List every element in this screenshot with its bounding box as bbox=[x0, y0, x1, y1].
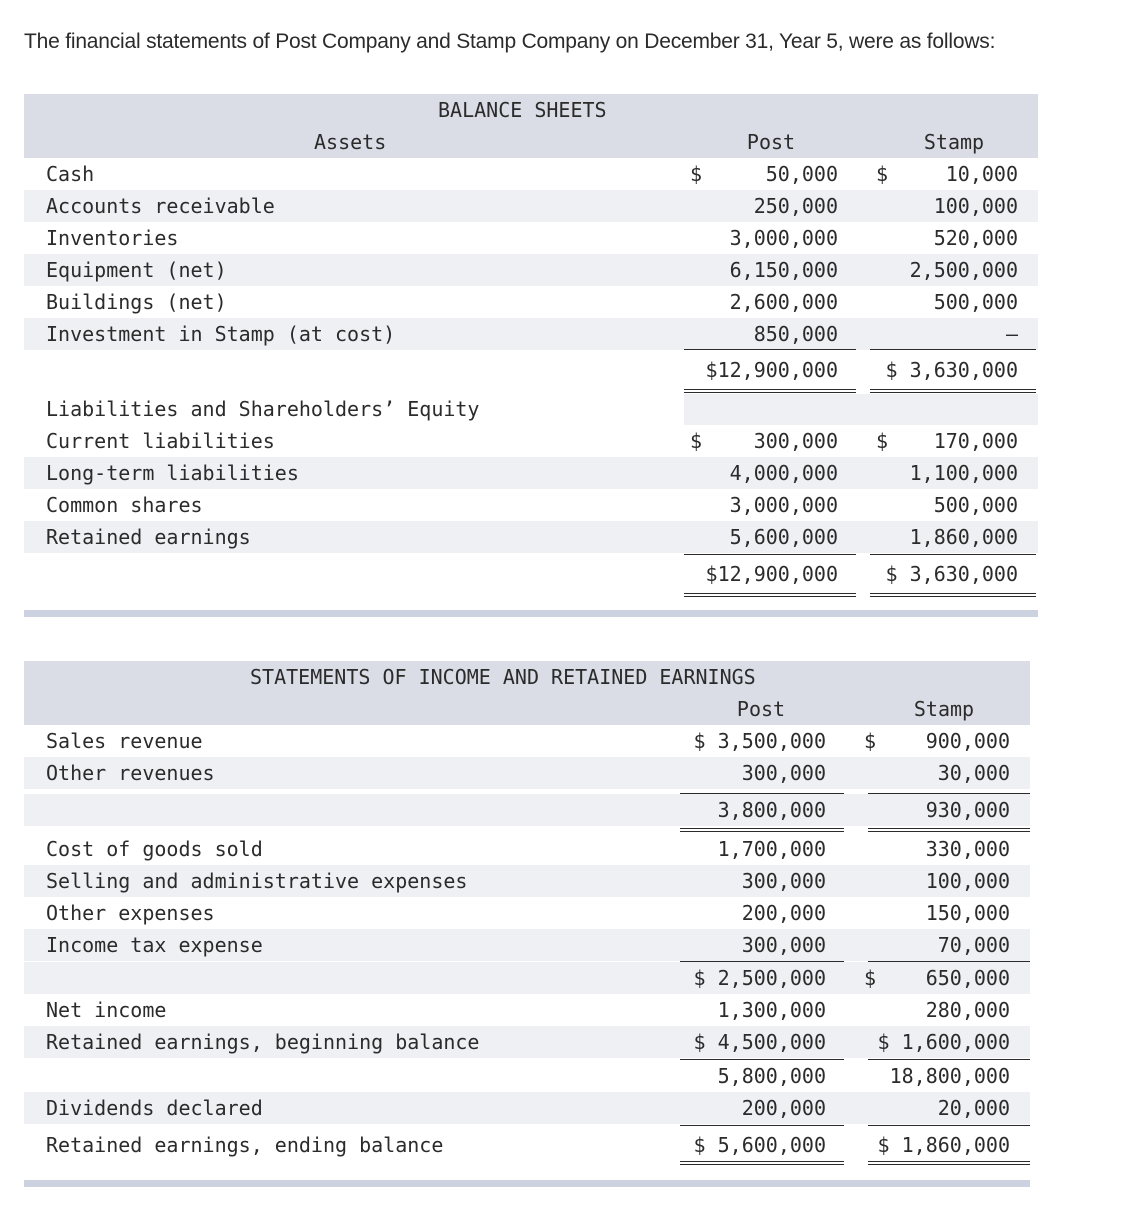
liab-total-line2-post bbox=[684, 596, 856, 597]
income-col-post-header: Post bbox=[736, 697, 786, 721]
assets-total-line1-post bbox=[684, 389, 856, 390]
income-post-value: 3,800,000 bbox=[717, 798, 826, 822]
asset-stamp-value: 100,000 bbox=[933, 194, 1018, 218]
income-row bbox=[24, 865, 1030, 897]
asset-row bbox=[24, 286, 1038, 318]
income-stamp-value: 150,000 bbox=[925, 901, 1010, 925]
liability-label: Current liabilities bbox=[46, 429, 275, 453]
income-row bbox=[24, 794, 1030, 826]
income-post-value: 200,000 bbox=[741, 901, 826, 925]
income-row bbox=[24, 757, 1030, 789]
income-line-b2-post bbox=[680, 831, 844, 832]
income-stamp-dollar: $ bbox=[864, 966, 877, 990]
income-stamp-value: 650,000 bbox=[925, 966, 1010, 990]
income-row bbox=[24, 725, 1030, 757]
liability-post-dollar: $ bbox=[690, 429, 703, 453]
assets-subtotal-line-stamp bbox=[870, 349, 1036, 350]
liability-stamp-value: 1,860,000 bbox=[909, 525, 1018, 549]
col-stamp-header: Stamp bbox=[923, 130, 985, 154]
asset-label: Inventories bbox=[46, 226, 179, 250]
income-label: Net income bbox=[46, 998, 167, 1022]
income-stamp-value: 900,000 bbox=[925, 729, 1010, 753]
income-post-value: 1,700,000 bbox=[717, 837, 826, 861]
income-row bbox=[24, 1060, 1030, 1092]
income-line-a-post bbox=[680, 793, 844, 794]
income-stamp-value: 70,000 bbox=[937, 933, 1010, 957]
income-title: STATEMENTS OF INCOME AND RETAINED EARNINGS bbox=[250, 665, 756, 689]
assets-heading: Assets bbox=[314, 130, 387, 154]
income-stamp-value: 280,000 bbox=[925, 998, 1010, 1022]
income-post-value: $ 2,500,000 bbox=[693, 966, 826, 990]
liability-label: Long-term liabilities bbox=[46, 461, 299, 485]
asset-stamp-value: 520,000 bbox=[933, 226, 1018, 250]
asset-row bbox=[24, 318, 1038, 350]
liabilities-heading-row bbox=[24, 393, 1038, 425]
income-stamp-dollar: $ bbox=[864, 729, 877, 753]
income-line-f2-stamp bbox=[868, 1164, 1030, 1165]
income-row bbox=[24, 1026, 1030, 1058]
income-stamp-value: 18,800,000 bbox=[889, 1064, 1010, 1088]
income-line-f1-stamp bbox=[868, 1161, 1030, 1162]
asset-post-value: 850,000 bbox=[753, 322, 838, 346]
liability-stamp-value: 1,100,000 bbox=[909, 461, 1018, 485]
income-post-value: 300,000 bbox=[741, 869, 826, 893]
income-label: Income tax expense bbox=[46, 933, 263, 957]
income-label: Sales revenue bbox=[46, 729, 203, 753]
income-line-f2-post bbox=[680, 1164, 844, 1165]
income-stamp-value: $ 1,860,000 bbox=[877, 1133, 1010, 1157]
liab-total-stamp: $ 3,630,000 bbox=[885, 562, 1018, 586]
income-row bbox=[24, 833, 1030, 865]
asset-post-value: 3,000,000 bbox=[729, 226, 838, 250]
asset-stamp-value: 2,500,000 bbox=[909, 258, 1018, 282]
asset-label: Accounts receivable bbox=[46, 194, 275, 218]
liability-stamp-dollar: $ bbox=[876, 429, 889, 453]
income-line-d-post bbox=[680, 1059, 844, 1060]
income-title-row bbox=[24, 661, 1030, 693]
income-stamp-value: 20,000 bbox=[937, 1096, 1010, 1120]
liab-subtotal-line-stamp bbox=[870, 554, 1036, 555]
income-post-value: $ 4,500,000 bbox=[693, 1030, 826, 1054]
income-statement-table bbox=[24, 661, 1030, 1191]
income-bottom-bar bbox=[24, 1180, 1030, 1187]
asset-post-dollar: $ bbox=[690, 162, 703, 186]
assets-total-post: $12,900,000 bbox=[705, 358, 838, 382]
liab-total-line1-post bbox=[684, 593, 856, 594]
income-row bbox=[24, 1129, 1030, 1161]
liability-label: Retained earnings bbox=[46, 525, 251, 549]
income-post-value: 300,000 bbox=[741, 933, 826, 957]
liability-post-value: 3,000,000 bbox=[729, 493, 838, 517]
asset-stamp-dollar: $ bbox=[876, 162, 889, 186]
liabilities-heading: Liabilities and Shareholders’ Equity bbox=[46, 397, 480, 421]
income-stamp-value: 30,000 bbox=[937, 761, 1010, 785]
liability-row bbox=[24, 521, 1038, 553]
income-line-f1-post bbox=[680, 1161, 844, 1162]
income-row bbox=[24, 1092, 1030, 1124]
asset-label: Investment in Stamp (at cost) bbox=[46, 322, 396, 346]
income-header-row bbox=[24, 693, 1030, 725]
income-line-c-stamp bbox=[868, 961, 1030, 962]
intro-text: The financial statements of Post Company and Stamp Company on December 31, Year 5, were as follows: bbox=[24, 30, 996, 53]
asset-row bbox=[24, 222, 1038, 254]
assets-subtotal-line-post bbox=[684, 349, 856, 350]
income-row bbox=[24, 962, 1030, 994]
asset-stamp-value: 500,000 bbox=[933, 290, 1018, 314]
income-line-a-stamp bbox=[868, 793, 1030, 794]
income-stamp-value: 330,000 bbox=[925, 837, 1010, 861]
income-label: Retained earnings, beginning balance bbox=[46, 1030, 480, 1054]
liability-post-value: 4,000,000 bbox=[729, 461, 838, 485]
liab-total-row bbox=[24, 558, 1038, 590]
income-post-value: $ 3,500,000 bbox=[693, 729, 826, 753]
income-stamp-value: 930,000 bbox=[925, 798, 1010, 822]
asset-row bbox=[24, 254, 1038, 286]
income-line-c-post bbox=[680, 961, 844, 962]
asset-label: Equipment (net) bbox=[46, 258, 227, 282]
liab-total-line1-stamp bbox=[870, 593, 1036, 594]
income-row bbox=[24, 994, 1030, 1026]
income-line-d-stamp bbox=[868, 1059, 1030, 1060]
income-post-value: 1,300,000 bbox=[717, 998, 826, 1022]
asset-post-value: 2,600,000 bbox=[729, 290, 838, 314]
income-post-value: 200,000 bbox=[741, 1096, 826, 1120]
income-col-stamp-header: Stamp bbox=[913, 697, 975, 721]
assets-total-stamp: $ 3,630,000 bbox=[885, 358, 1018, 382]
income-label: Retained earnings, ending balance bbox=[46, 1133, 444, 1157]
income-row bbox=[24, 897, 1030, 929]
liability-stamp-value: 170,000 bbox=[933, 429, 1018, 453]
liability-row bbox=[24, 457, 1038, 489]
income-stamp-value: 100,000 bbox=[925, 869, 1010, 893]
income-label: Other revenues bbox=[46, 761, 215, 785]
assets-total-line1-stamp bbox=[870, 389, 1036, 390]
balance-sheet-table bbox=[24, 94, 1038, 618]
assets-total-row bbox=[24, 354, 1038, 386]
liability-post-value: 300,000 bbox=[753, 429, 838, 453]
balance-sheet-header-row bbox=[24, 126, 1038, 158]
liability-row bbox=[24, 489, 1038, 521]
liabilities-heading-shade bbox=[684, 394, 1038, 425]
liab-total-line2-stamp bbox=[870, 596, 1036, 597]
income-post-value: 5,800,000 bbox=[717, 1064, 826, 1088]
income-line-b1-post bbox=[680, 828, 844, 829]
liability-post-value: 5,600,000 bbox=[729, 525, 838, 549]
liability-row bbox=[24, 425, 1038, 457]
balance-sheet-title: BALANCE SHEETS bbox=[438, 98, 607, 122]
asset-row bbox=[24, 158, 1038, 190]
asset-stamp-value: 10,000 bbox=[945, 162, 1018, 186]
income-line-b2-stamp bbox=[868, 831, 1030, 832]
liab-subtotal-line-post bbox=[684, 554, 856, 555]
income-post-value: $ 5,600,000 bbox=[693, 1133, 826, 1157]
asset-post-value: 250,000 bbox=[753, 194, 838, 218]
asset-row bbox=[24, 190, 1038, 222]
balance-sheet-bottom-bar bbox=[24, 610, 1038, 617]
liability-stamp-value: 500,000 bbox=[933, 493, 1018, 517]
col-post-header: Post bbox=[746, 130, 796, 154]
asset-post-value: 6,150,000 bbox=[729, 258, 838, 282]
income-label: Dividends declared bbox=[46, 1096, 263, 1120]
income-label: Selling and administrative expenses bbox=[46, 869, 468, 893]
income-line-e-stamp bbox=[868, 1125, 1030, 1126]
asset-stamp-value: – bbox=[1005, 322, 1018, 346]
income-label: Other expenses bbox=[46, 901, 215, 925]
income-post-value: 300,000 bbox=[741, 761, 826, 785]
asset-post-value: 50,000 bbox=[765, 162, 838, 186]
balance-sheet-title-row bbox=[24, 94, 1038, 126]
income-stamp-value: $ 1,600,000 bbox=[877, 1030, 1010, 1054]
income-label: Cost of goods sold bbox=[46, 837, 263, 861]
liability-label: Common shares bbox=[46, 493, 203, 517]
liab-total-post: $12,900,000 bbox=[705, 562, 838, 586]
income-line-e-post bbox=[680, 1125, 844, 1126]
income-row bbox=[24, 929, 1030, 961]
asset-label: Buildings (net) bbox=[46, 290, 227, 314]
asset-label: Cash bbox=[46, 162, 95, 186]
income-line-b1-stamp bbox=[868, 828, 1030, 829]
